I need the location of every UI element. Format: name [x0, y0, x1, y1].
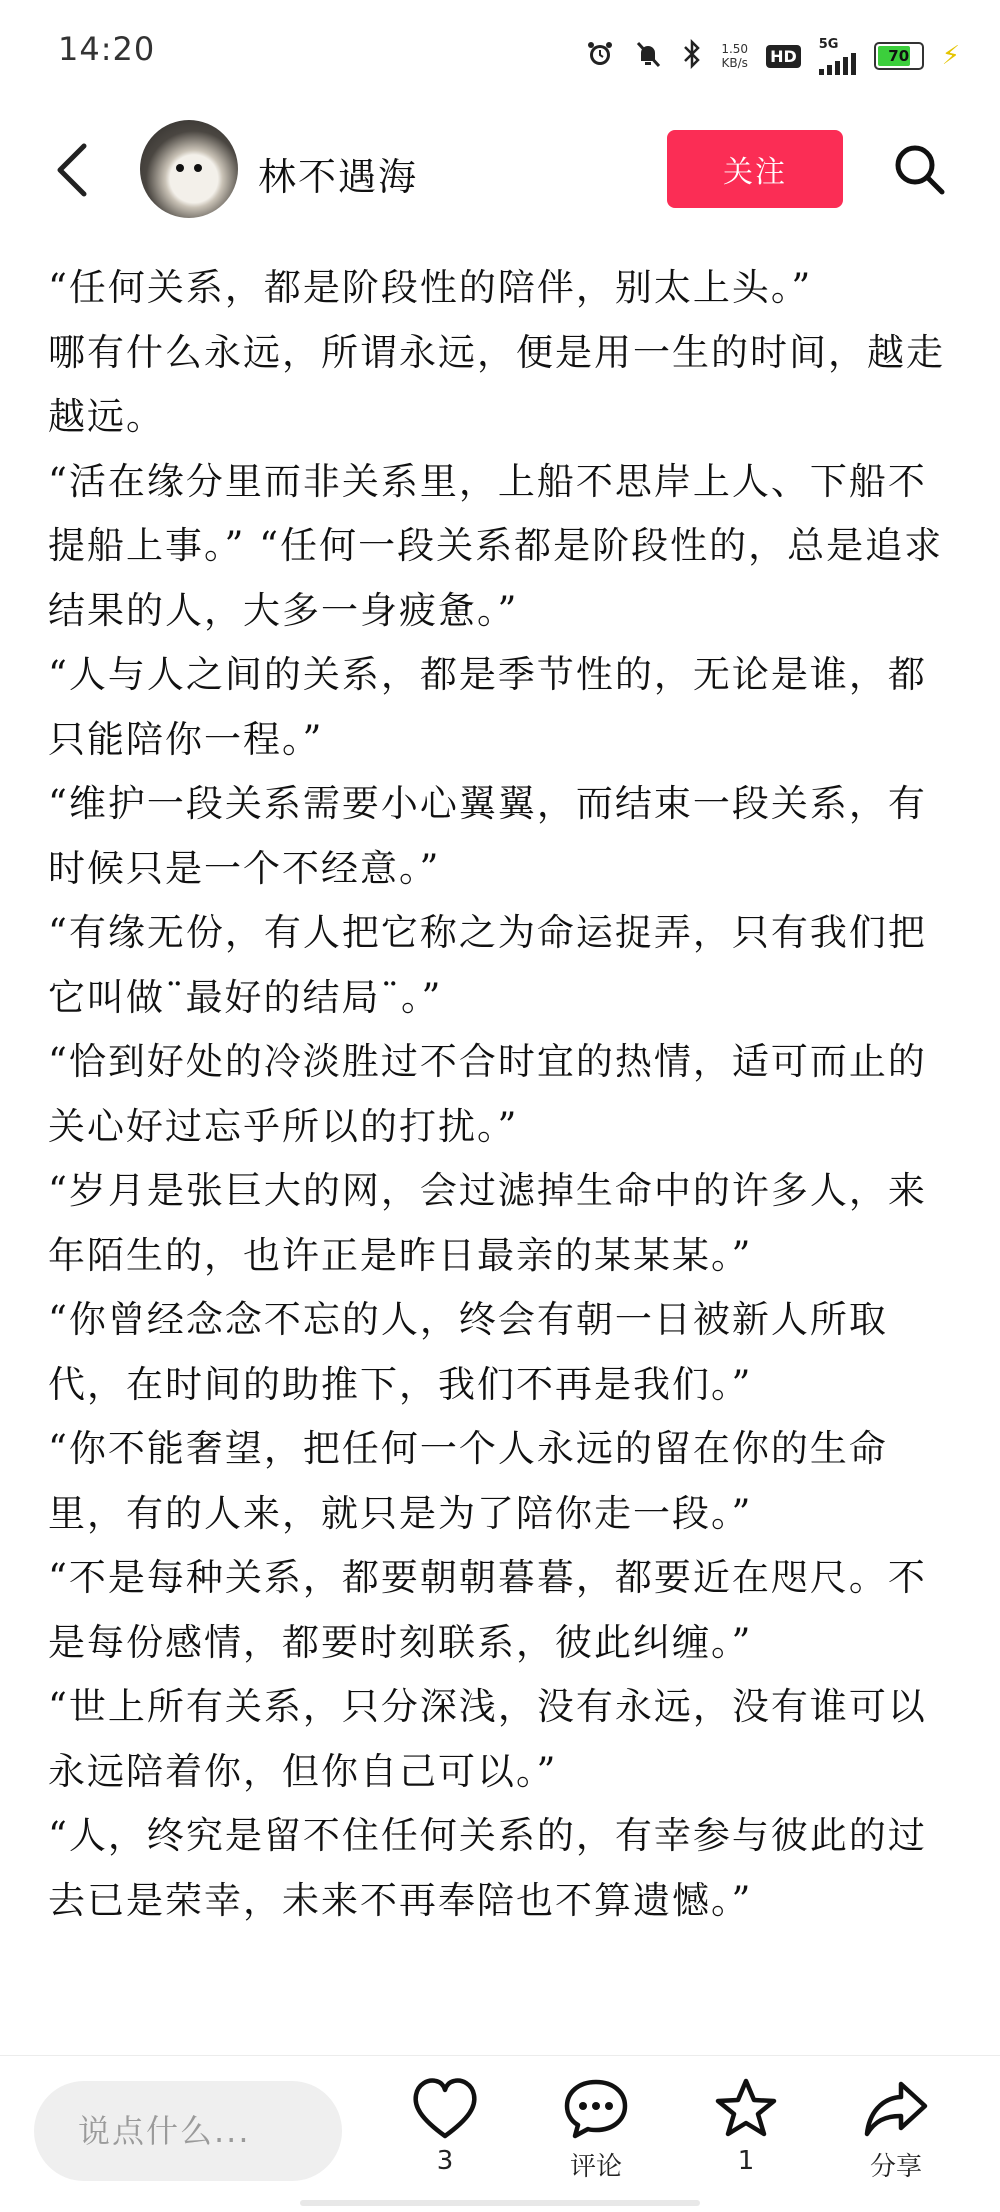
- status-bar: [0, 0, 1000, 110]
- paragraph: “你不能奢望，把任何一个人永远的留在你的生命里，有的人来，就只是为了陪你走一段。”: [48, 1427, 888, 1535]
- hd-badge: HD: [766, 45, 801, 68]
- star-icon: [711, 2076, 781, 2142]
- back-button[interactable]: [52, 140, 92, 200]
- paragraph: “活在缘分里而非关系里，上船不思岸上人、下船不提船上事。” “任何一段关系都是阶段性的，总是追求结果的人，大多一身疲惫。”: [48, 459, 944, 632]
- username[interactable]: 林不遇海: [258, 155, 419, 199]
- like-count: 3: [436, 2146, 454, 2176]
- like-button[interactable]: [395, 2076, 495, 2176]
- favorite-count: 1: [737, 2146, 755, 2176]
- paragraph: “恰到好处的冷淡胜过不合时宜的热情，适可而止的关心好过忘乎所以的打扰。”: [48, 1040, 927, 1148]
- heart-icon: [410, 2076, 480, 2142]
- share-label: 分享: [869, 2152, 922, 2182]
- chevron-left-icon: [52, 140, 92, 200]
- battery-level: 70: [888, 47, 910, 65]
- comment-button[interactable]: [546, 2076, 646, 2183]
- paragraph: “世上所有关系，只分深浅，没有永远，没有谁可以永远陪着你，但你自己可以。”: [48, 1685, 927, 1793]
- comment-label: 评论: [569, 2152, 622, 2182]
- bluetooth-icon: [681, 39, 703, 73]
- share-button[interactable]: [846, 2076, 946, 2183]
- status-icons: [585, 36, 960, 76]
- net-speed: 1.50 KB/s: [721, 42, 749, 70]
- mute-icon: [633, 39, 663, 73]
- post-content: [48, 256, 948, 1933]
- paragraph: “人，终究是留不住任何关系的，有幸参与彼此的过去已是荣幸，未来不再奉陪也不算遗憾。”: [48, 1814, 927, 1922]
- network-label: 5G: [818, 36, 839, 52]
- battery-icon: [874, 42, 924, 70]
- comment-bubble-icon: [561, 2076, 631, 2142]
- follow-button[interactable]: 关注: [667, 130, 843, 208]
- paragraph: “岁月是张巨大的网，会过滤掉生命中的许多人，来年陌生的，也许正是昨日最亲的某某某。”: [48, 1169, 927, 1277]
- paragraph: “不是每种关系，都要朝朝暮暮，都要近在咫尺。不是每份感情，都要时刻联系，彼此纠缠。”: [48, 1556, 927, 1664]
- profile-header: [0, 120, 1000, 220]
- paragraph: “任何关系，都是阶段性的陪伴，别太上头。”: [48, 266, 813, 309]
- signal-icon: [819, 38, 856, 75]
- paragraph: “人与人之间的关系，都是季节性的，无论是谁，都只能陪你一程。”: [48, 653, 927, 761]
- charging-icon: ⚡: [941, 41, 960, 71]
- paragraph: 哪有什么永远，所谓永远，便是用一生的时间，越走越远。: [48, 330, 945, 438]
- comment-input[interactable]: [34, 2081, 342, 2181]
- favorite-button[interactable]: [696, 2076, 796, 2176]
- home-indicator[interactable]: [300, 2200, 700, 2206]
- bottom-action-bar: [0, 2055, 1000, 2212]
- search-icon: [890, 140, 950, 200]
- avatar[interactable]: [140, 120, 238, 218]
- paragraph: “你曾经念念不忘的人，终会有朝一日被新人所取代，在时间的助推下，我们不再是我们。”: [48, 1298, 888, 1406]
- paragraph: “维护一段关系需要小心翼翼，而结束一段关系，有时候只是一个不经意。”: [48, 782, 927, 890]
- alarm-icon: [585, 39, 615, 73]
- paragraph: “有缘无份，有人把它称之为命运捉弄，只有我们把它叫做¨最好的结局¨。”: [48, 911, 927, 1019]
- share-arrow-icon: [861, 2076, 931, 2142]
- status-time: 14:20: [58, 30, 156, 68]
- search-button[interactable]: [890, 140, 950, 200]
